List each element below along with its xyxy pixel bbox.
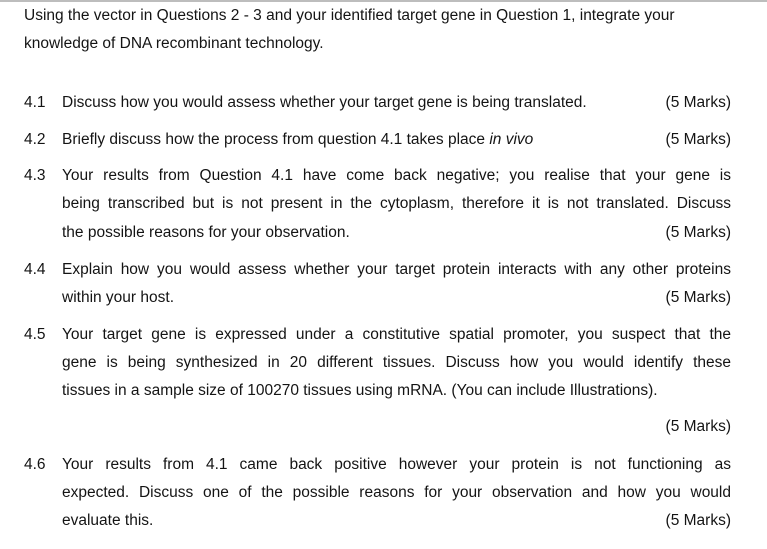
question-text-line-3: tissues in a sample size of 100270 tissues using mRNA. (You can include Illustrations). xyxy=(62,382,658,399)
question-number: 4.6 xyxy=(24,456,46,473)
intro-line-2: knowledge of DNA recombinant technology. xyxy=(24,35,324,52)
question-text-line-1: Your target gene is expressed under a constitutive spatial promoter, you suspect that the xyxy=(62,326,731,343)
question-text-line-3: evaluate this. xyxy=(62,512,154,529)
question-text-line-2: being transcribed but is not present in the cytoplasm, therefore it is not translated. Discuss xyxy=(62,195,731,212)
question-text-line-2: expected. Discuss one of the possible reasons for your observation and how you would xyxy=(62,484,731,501)
question-number: 4.2 xyxy=(24,131,46,148)
question-marks: (5 Marks) xyxy=(665,418,731,435)
question-marks: (5 Marks) xyxy=(665,94,731,111)
question-number: 4.1 xyxy=(24,94,46,111)
question-marks: (5 Marks) xyxy=(665,289,731,306)
question-marks: (5 Marks) xyxy=(665,224,731,241)
question-number: 4.3 xyxy=(24,167,46,184)
question-marks: (5 Marks) xyxy=(665,512,731,529)
question-text-line-1: Explain how you would assess whether your target protein interacts with any other proteins xyxy=(62,261,731,278)
question-text xyxy=(62,131,731,149)
intro-line-1: Using the vector in Questions 2 - 3 and your identified target gene in Question 1, integrate your xyxy=(24,7,675,24)
question-text-line-1: Your results from 4.1 came back positive however your protein is not functioning as xyxy=(62,456,731,473)
question-text-line-2: within your host. xyxy=(62,289,174,306)
question-number: 4.5 xyxy=(24,326,46,343)
question-text-line-3: the possible reasons for your observation. xyxy=(62,224,350,241)
question-marks: (5 Marks) xyxy=(665,131,731,148)
question-number: 4.4 xyxy=(24,261,46,278)
question-text-italic: in vivo xyxy=(489,131,534,148)
question-text-line-2: gene is being synthesized in 20 different tissues. Discuss how you would identify these xyxy=(62,354,731,371)
intro-paragraph xyxy=(24,2,744,58)
question-text-regular: Briefly discuss how the process from question 4.1 takes place xyxy=(62,131,490,148)
question-text: Discuss how you would assess whether your target gene is being translated. xyxy=(62,94,587,111)
question-text-line-1: Your results from Question 4.1 have come back negative; you realise that your gene is xyxy=(62,167,731,184)
